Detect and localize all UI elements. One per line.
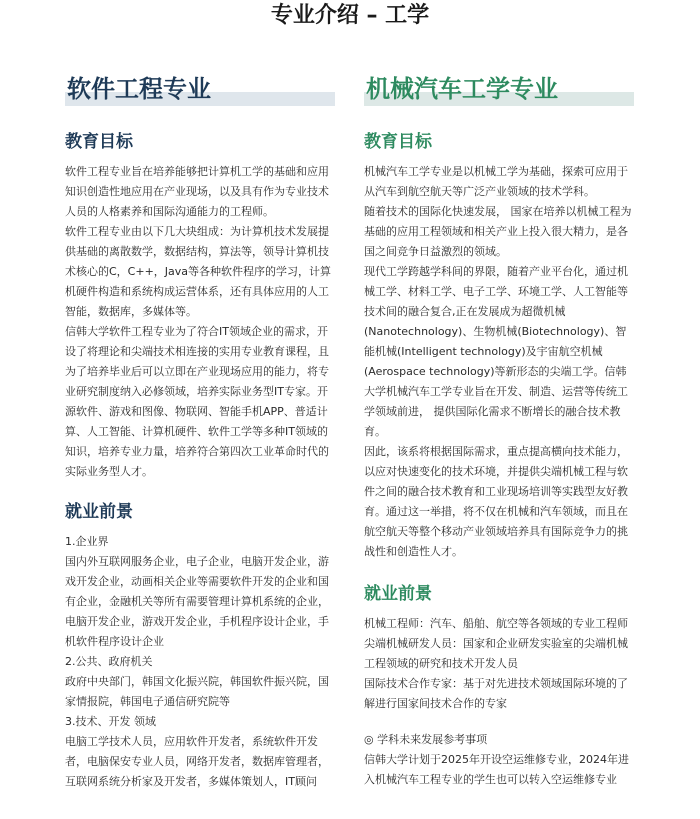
career-prospects-heading: 就业前景 <box>65 502 133 522</box>
career-paragraph: 电脑工学技术人员，应用软件开发者，系统软件开发者，电脑保安专业人员，网络开发者，数据库管理者，互联网系统分析家及开发者，多媒体策划人，IT顾问 <box>65 735 329 788</box>
career-paragraph: 尖端机械研发人员：国家和企业研发实验室的尖端机械工程领域的研究和技术开发人员 <box>364 637 628 670</box>
education-goals-heading: 教育目标 <box>65 132 133 152</box>
education-paragraph: 软件工程专业旨在培养能够把计算机工学的基础和应用知识创造性地应用在产业现场，以及具有作为专业技术人员的人格素养和国际沟通能力的工程师。 <box>65 165 329 218</box>
career-paragraph: 政府中央部门，韩国文化振兴院，韩国软件振兴院，国家情报院，韩国电子通信研究院等 <box>65 675 329 708</box>
future-note-text: 信韩大学计划于2025年开设空运维修专业，2024年进入机械汽车工程专业的学生也可以转入空运维修专业 <box>364 753 629 786</box>
future-note-heading: ◎ 学科未来发展参考事项 <box>364 733 488 746</box>
education-goals-heading: 教育目标 <box>364 132 432 152</box>
career-paragraph: 国内外互联网服务企业，电子企业，电脑开发企业，游戏开发企业，动画相关企业等需要软件开发的企业和国有企业，金融机关等所有需要管理计算机系统的企业，电脑开发企业，游戏开发企业，手机程序设计企业，手机软件程序设计企业 <box>65 555 329 648</box>
education-paragraph: 软件工程专业由以下几大块组成：为计算机技术发展提供基础的离散数学，数据结构，算法等，领导计算机技术核心的C，C++，Java等各种软件程序的学习，计算机硬件构造和系统构成运营体系，还有具体应用的人工智能，数据库，多媒体等。 <box>65 225 332 318</box>
career-prospects-heading: 就业前景 <box>364 584 432 604</box>
education-paragraph: 因此，该系将根据国际需求，重点提高横向技术能力，以应对快速变化的技术环境，并提供尖端机械工程与软件之间的融合技术教育和工业现场培训等实践型友好教育。通过这一举措，将不仅在机械和汽车领域，而且在航空航天等整个移动产业领域培养具有国际竞争力的挑战性和创造性人才。 <box>364 445 628 558</box>
education-paragraph: 现代工学跨越学科间的界限，随着产业平台化，通过机械工学、材料工学、电子工学、环境工学、人工智能等技术间的融合复合,正在发展成为超微机械(Nanotechnology)、生物机械(Biotechnology)、智能机械(Intelligent technology)及宇宙航空机械(Aerospace technology)等新形态的尖端工学。信韩大学机械汽车工学专业旨在开发、制造、运营等传统工学领域前进， 提供国际化需求不断增长的融合技术教育。 <box>364 265 628 438</box>
career-category: 3.技术、开发 领域 <box>65 715 156 728</box>
career-category: 2.公共、政府机关 <box>65 655 153 668</box>
career-paragraph: 机械工程师：汽车、船舶、航空等各领域的专业工程师 <box>364 617 628 630</box>
software-engineering-column <box>65 72 335 792</box>
education-paragraph: 信韩大学软件工程专业为了符合IT领域企业的需求，开设了将理论和尖端技术相连接的实用专业教育课程，且为了培养毕业后可以立即在产业现场应用的能力，将专业研究制度纳入必修领域，培养实际业务型IT专家。开源软件、游戏和图像、物联网、智能手机APP、普适计算、人工智能、计算机硬件、软件工学等多种IT领域的知识，培养专业力量，培养符合第四次工业革命时代的实际业务型人才。 <box>65 325 329 478</box>
major-title-software-engineering: 软件工程专业 <box>65 72 335 106</box>
career-paragraph: 国际技术合作专家：基于对先进技术领域国际环境的了解进行国家间技术合作的专家 <box>364 677 628 710</box>
education-paragraph: 随着技术的国际化快速发展， 国家在培养以机械工程为基础的应用工程领域和相关产业上投入很大精力，是各国之间竞争日益激烈的领域。 <box>364 205 632 258</box>
career-category: 1.企业界 <box>65 535 109 548</box>
page-title: 专业介绍 – 工学 <box>270 3 430 28</box>
major-title-mechanical-automotive: 机械汽车工学专业 <box>364 72 634 106</box>
mechanical-automotive-column <box>364 72 634 790</box>
education-paragraph: 机械汽车工学专业是以机械工学为基础，探索可应用于从汽车到航空航天等广泛产业领域的技术学科。 <box>364 165 628 198</box>
